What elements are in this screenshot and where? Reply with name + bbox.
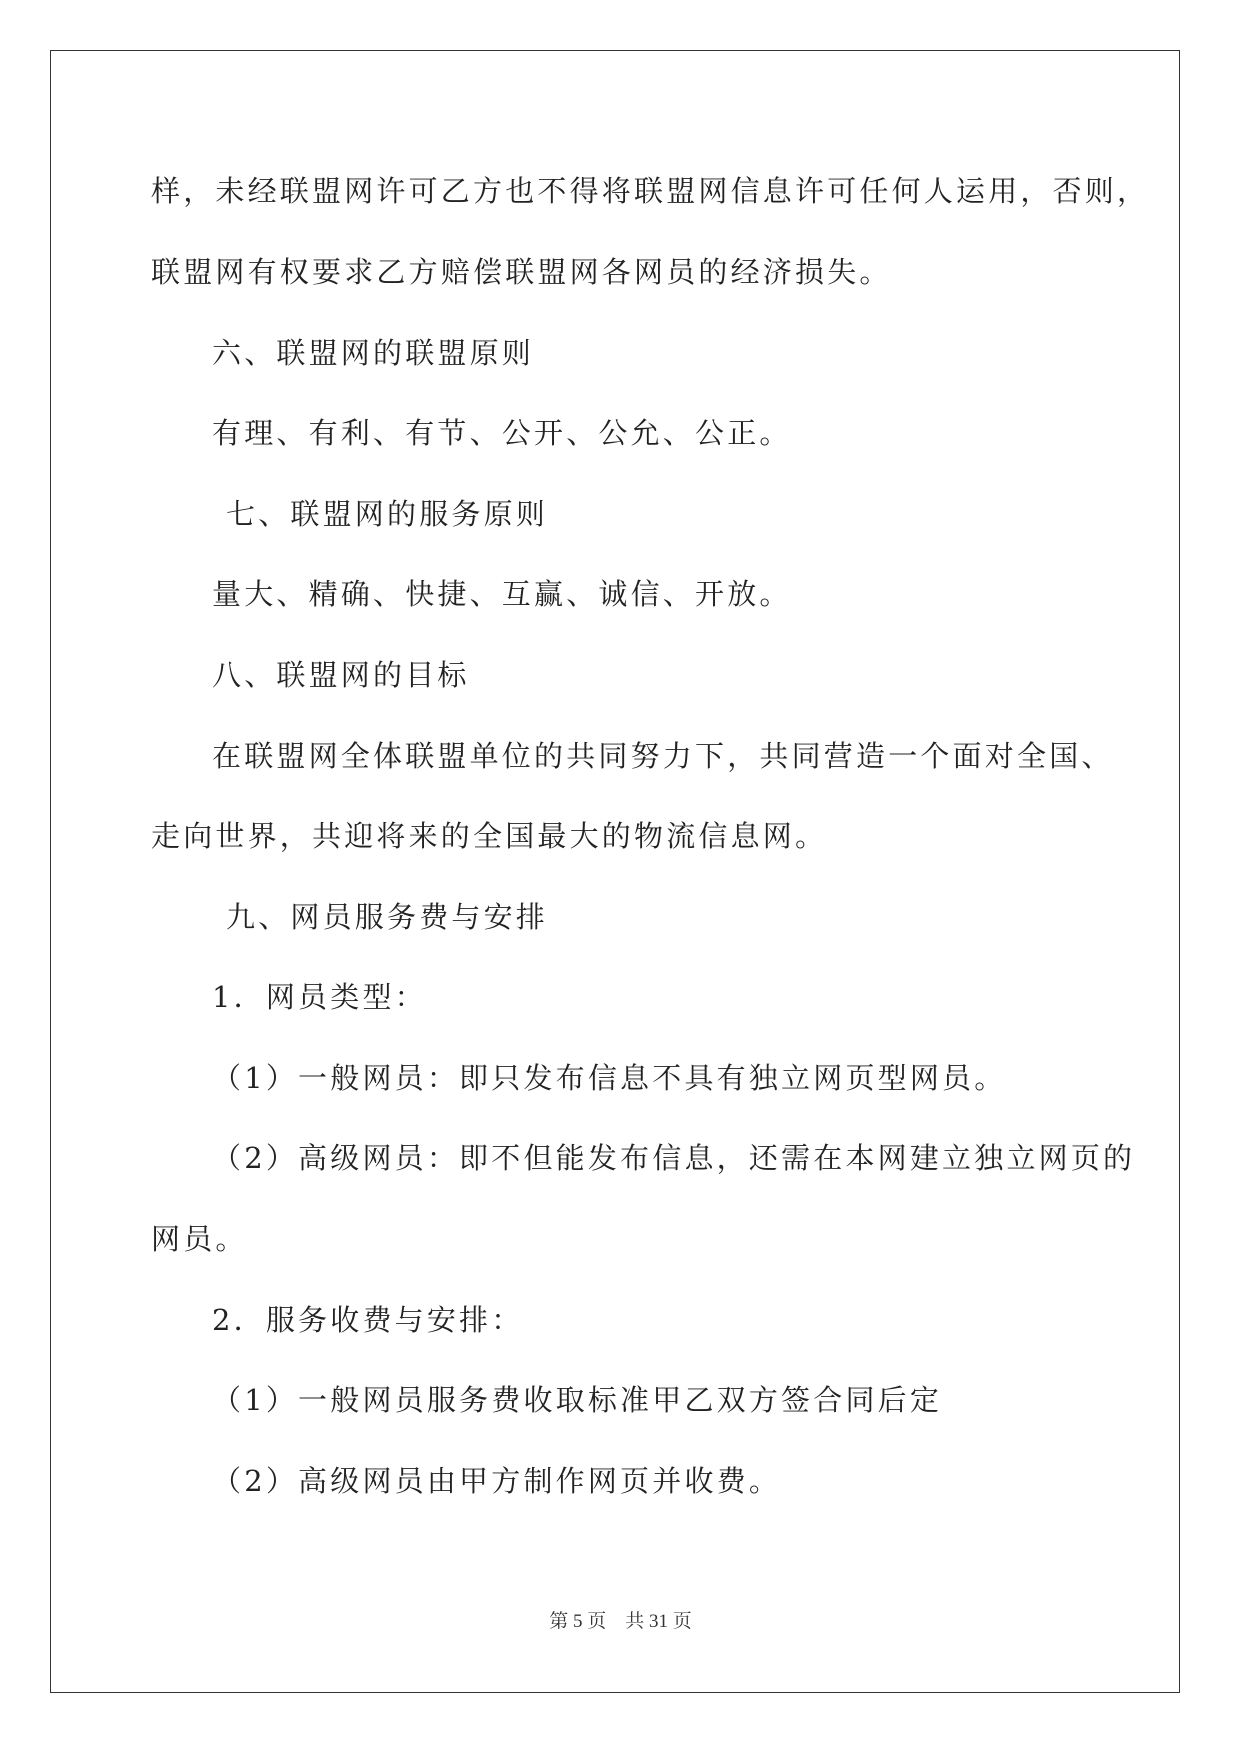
body-text-line: 有理、有利、有节、公开、公允、公正。 (212, 416, 792, 450)
section-heading-8: 八、联盟网的目标 (212, 658, 470, 692)
body-text-line: 在联盟网全体联盟单位的共同努力下，共同营造一个面对全国、 (212, 739, 1114, 773)
body-text-line: 样，未经联盟网许可乙方也不得将联盟网信息许可任何人运用，否则， (151, 174, 1150, 208)
list-item: （1）一般网员服务费收取标准甲乙双方签合同后定 (212, 1383, 943, 1417)
page-number-footer: 第 5 页 共 31 页 (549, 1611, 692, 1632)
section-heading-6: 六、联盟网的联盟原则 (212, 336, 535, 370)
section-heading-7: 七、联盟网的服务原则 (226, 497, 549, 531)
list-item: （1）一般网员：即只发布信息不具有独立网页型网员。 (212, 1061, 1007, 1095)
page-border (50, 50, 1180, 1693)
section-heading-9: 九、网员服务费与安排 (226, 900, 549, 934)
subsection-heading-2: 2．服务收费与安排： (212, 1303, 524, 1337)
body-text-line: 走向世界，共迎将来的全国最大的物流信息网。 (151, 819, 828, 853)
subsection-heading-1: 1．网员类型： (212, 980, 427, 1014)
list-item: （2）高级网员：即不但能发布信息，还需在本网建立独立网页的 (212, 1141, 1136, 1175)
body-text-line: 网员。 (151, 1222, 248, 1256)
body-text-line: 量大、精确、快捷、互赢、诚信、开放。 (212, 577, 792, 611)
body-text-line: 联盟网有权要求乙方赔偿联盟网各网员的经济损失。 (151, 255, 892, 289)
list-item: （2）高级网员由甲方制作网页并收费。 (212, 1464, 782, 1498)
